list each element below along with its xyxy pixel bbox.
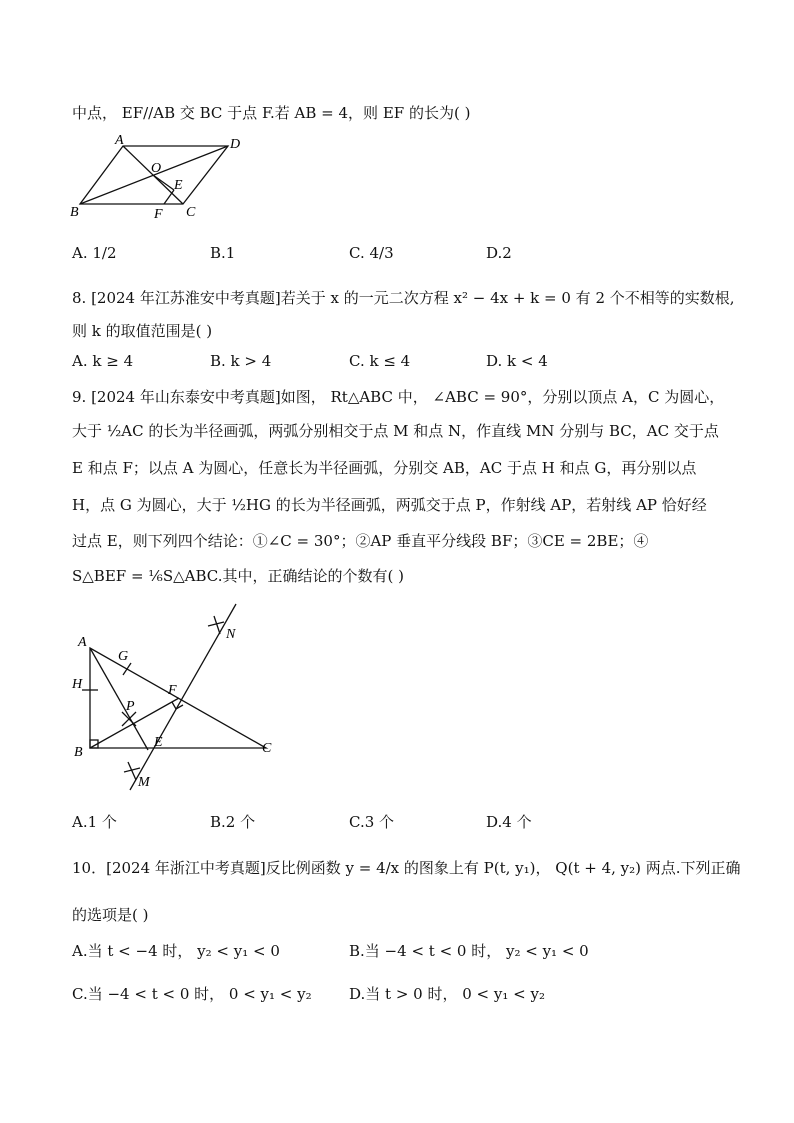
q8-option-d[interactable]: D. k < 4 bbox=[486, 352, 548, 370]
q9-option-c[interactable]: C.3 个 bbox=[349, 813, 395, 831]
q8-line-2: 则 k 的取值范围是( ) bbox=[72, 322, 213, 340]
label-G: G bbox=[118, 649, 129, 664]
label-M: M bbox=[138, 775, 150, 790]
label-A: A bbox=[78, 635, 87, 650]
q7-parallelogram-figure bbox=[68, 132, 268, 222]
label-N: N bbox=[226, 627, 236, 642]
q7-option-a[interactable]: A. 1/2 bbox=[72, 244, 117, 262]
q9-line-3: E 和点 F；以点 A 为圆心，任意长为半径画弧，分别交 AB，AC 于点 H 和点 G，再分别以点 bbox=[72, 459, 697, 477]
q10-option-a[interactable]: A.当 t < −4 时， y₂ < y₁ < 0 bbox=[72, 942, 280, 960]
segment-oe bbox=[153, 175, 174, 190]
q10-line-2: 的选项是( ) bbox=[72, 906, 149, 924]
q9-triangle-construction-figure bbox=[68, 600, 288, 800]
q7-option-d[interactable]: D.2 bbox=[486, 244, 512, 262]
q9-line-1: 9. [2024 年山东泰安中考真题]如图， Rt△ABC 中， ∠ABC = 90°，分别以顶点 A，C 为圆心， bbox=[72, 388, 725, 406]
label-F: F bbox=[154, 207, 163, 222]
q8-option-a[interactable]: A. k ≥ 4 bbox=[72, 352, 134, 370]
q9-option-d[interactable]: D.4 个 bbox=[486, 813, 532, 831]
label-B: B bbox=[70, 205, 79, 220]
label-F: F bbox=[168, 683, 177, 698]
label-H: H bbox=[72, 677, 83, 692]
q9-line-2: 大于 ½AC 的长为半径画弧，两弧分别相交于点 M 和点 N，作直线 MN 分别与 BC，AC 交于点 bbox=[72, 422, 719, 440]
label-O: O bbox=[151, 161, 162, 176]
label-E: E bbox=[174, 178, 183, 193]
q9-option-b[interactable]: B.2 个 bbox=[210, 813, 256, 831]
q9-line-5: 过点 E，则下列四个结论：①∠C = 30°；②AP 垂直平分线段 BF；③CE = 2BE；④ bbox=[72, 532, 649, 550]
q10-option-c[interactable]: C.当 −4 < t < 0 时， 0 < y₁ < y₂ bbox=[72, 985, 312, 1003]
arc-mark-g bbox=[123, 663, 131, 675]
label-D: D bbox=[230, 137, 241, 152]
arc-mark-n2 bbox=[214, 616, 220, 634]
q8-line-1: 8. [2024 年江苏淮安中考真题]若关于 x 的一元二次方程 x² − 4x + k = 0 有 2 个不相等的实数根, bbox=[72, 289, 735, 307]
segment-ef bbox=[164, 190, 174, 204]
q10-option-b[interactable]: B.当 −4 < t < 0 时， y₂ < y₁ < 0 bbox=[349, 942, 589, 960]
q9-option-a[interactable]: A.1 个 bbox=[72, 813, 117, 831]
q7-option-c[interactable]: C. 4/3 bbox=[349, 244, 394, 262]
q9-line-6: S△BEF = ⅙S△ABC.其中，正确结论的个数有( ) bbox=[72, 567, 404, 585]
q10-line-1: 10．[2024 年浙江中考真题]反比例函数 y = 4/x 的图象上有 P(t, y₁)， Q(t + 4, y₂) 两点.下列正确 bbox=[72, 859, 741, 877]
label-C: C bbox=[262, 741, 272, 756]
q8-option-c[interactable]: C. k ≤ 4 bbox=[349, 352, 411, 370]
label-E: E bbox=[154, 735, 163, 750]
label-C: C bbox=[186, 205, 196, 220]
q9-line-4: H，点 G 为圆心，大于 ½HG 的长为半径画弧，两弧交于点 P，作射线 AP，若射线 AP 恰好经 bbox=[72, 496, 707, 514]
line-mn bbox=[130, 604, 236, 790]
label-A: A bbox=[115, 133, 124, 148]
label-P: P bbox=[126, 699, 135, 714]
q8-option-b[interactable]: B. k > 4 bbox=[210, 352, 272, 370]
q7-text: 中点， EF//AB 交 BC 于点 F.若 AB = 4，则 EF 的长为( ) bbox=[72, 104, 471, 122]
q7-option-b[interactable]: B.1 bbox=[210, 244, 236, 262]
q10-option-d[interactable]: D.当 t > 0 时， 0 < y₁ < y₂ bbox=[349, 985, 545, 1003]
label-B: B bbox=[74, 745, 83, 760]
